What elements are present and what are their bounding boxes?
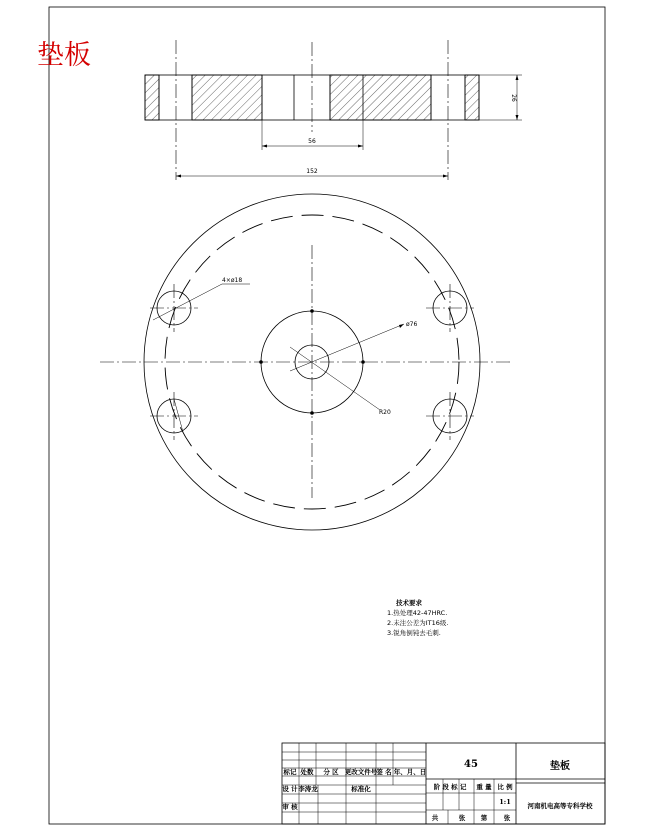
tb-header: 分 区 (323, 768, 339, 776)
tb-standardization: 标准化 (351, 785, 371, 793)
tb-sheet-label: 第 (480, 814, 488, 822)
section-view (145, 40, 522, 180)
section-hatch-right (465, 75, 479, 120)
section-hatch-left (145, 75, 159, 120)
tb-header: 签 名 (376, 768, 392, 776)
notes-heading: 技术要求 (396, 599, 422, 607)
tb-sheet-label: 共 (431, 814, 439, 822)
tb-header: 标记 (283, 768, 297, 776)
dim-center-radius: R20 (379, 409, 391, 416)
tb-design-label: 设 计 (282, 785, 298, 793)
tb-header: 更改文件号 (344, 768, 378, 776)
section-hatch-inner-right (330, 75, 431, 120)
tb-part-name: 垫板 (550, 761, 570, 772)
tb-school: 河南机电高等专科学校 (527, 802, 593, 810)
technical-notes (387, 598, 448, 637)
title-block (282, 743, 605, 824)
tb-designer: 李涛龙 (298, 785, 318, 793)
note-item: 2.未注公差为IT16级. (387, 619, 449, 627)
tb-stage-header: 比 例 (497, 783, 513, 791)
tb-sheet-label: 张 (458, 814, 466, 822)
tb-stage-header: 重 量 (476, 783, 492, 791)
tb-stage-header: 阶 段 标 记 (433, 783, 467, 791)
tb-header: 年、月、日 (393, 768, 427, 776)
drawing-title: 垫板 (37, 40, 91, 71)
plan-view (100, 194, 512, 530)
note-item: 1.热处理42-47HRC. (387, 609, 448, 617)
tb-header: 处数 (300, 768, 314, 776)
section-hatch-inner-left (192, 75, 262, 120)
drawing-frame (49, 7, 605, 824)
dim-thickness: 26 (510, 94, 517, 102)
tb-review-label: 审 核 (282, 803, 298, 811)
tb-material: 45 (464, 759, 478, 770)
note-item: 3.锐角倒钝去毛刺. (387, 629, 441, 637)
dim-inner-width: 56 (308, 138, 316, 145)
dim-pitch-circle: ø76 (406, 321, 418, 328)
tb-sheet-label: 张 (503, 814, 511, 822)
dim-holes: 4×ø18 (222, 277, 243, 284)
dim-overall-width: 152 (306, 168, 318, 175)
tb-scale: 1:1 (499, 798, 511, 806)
